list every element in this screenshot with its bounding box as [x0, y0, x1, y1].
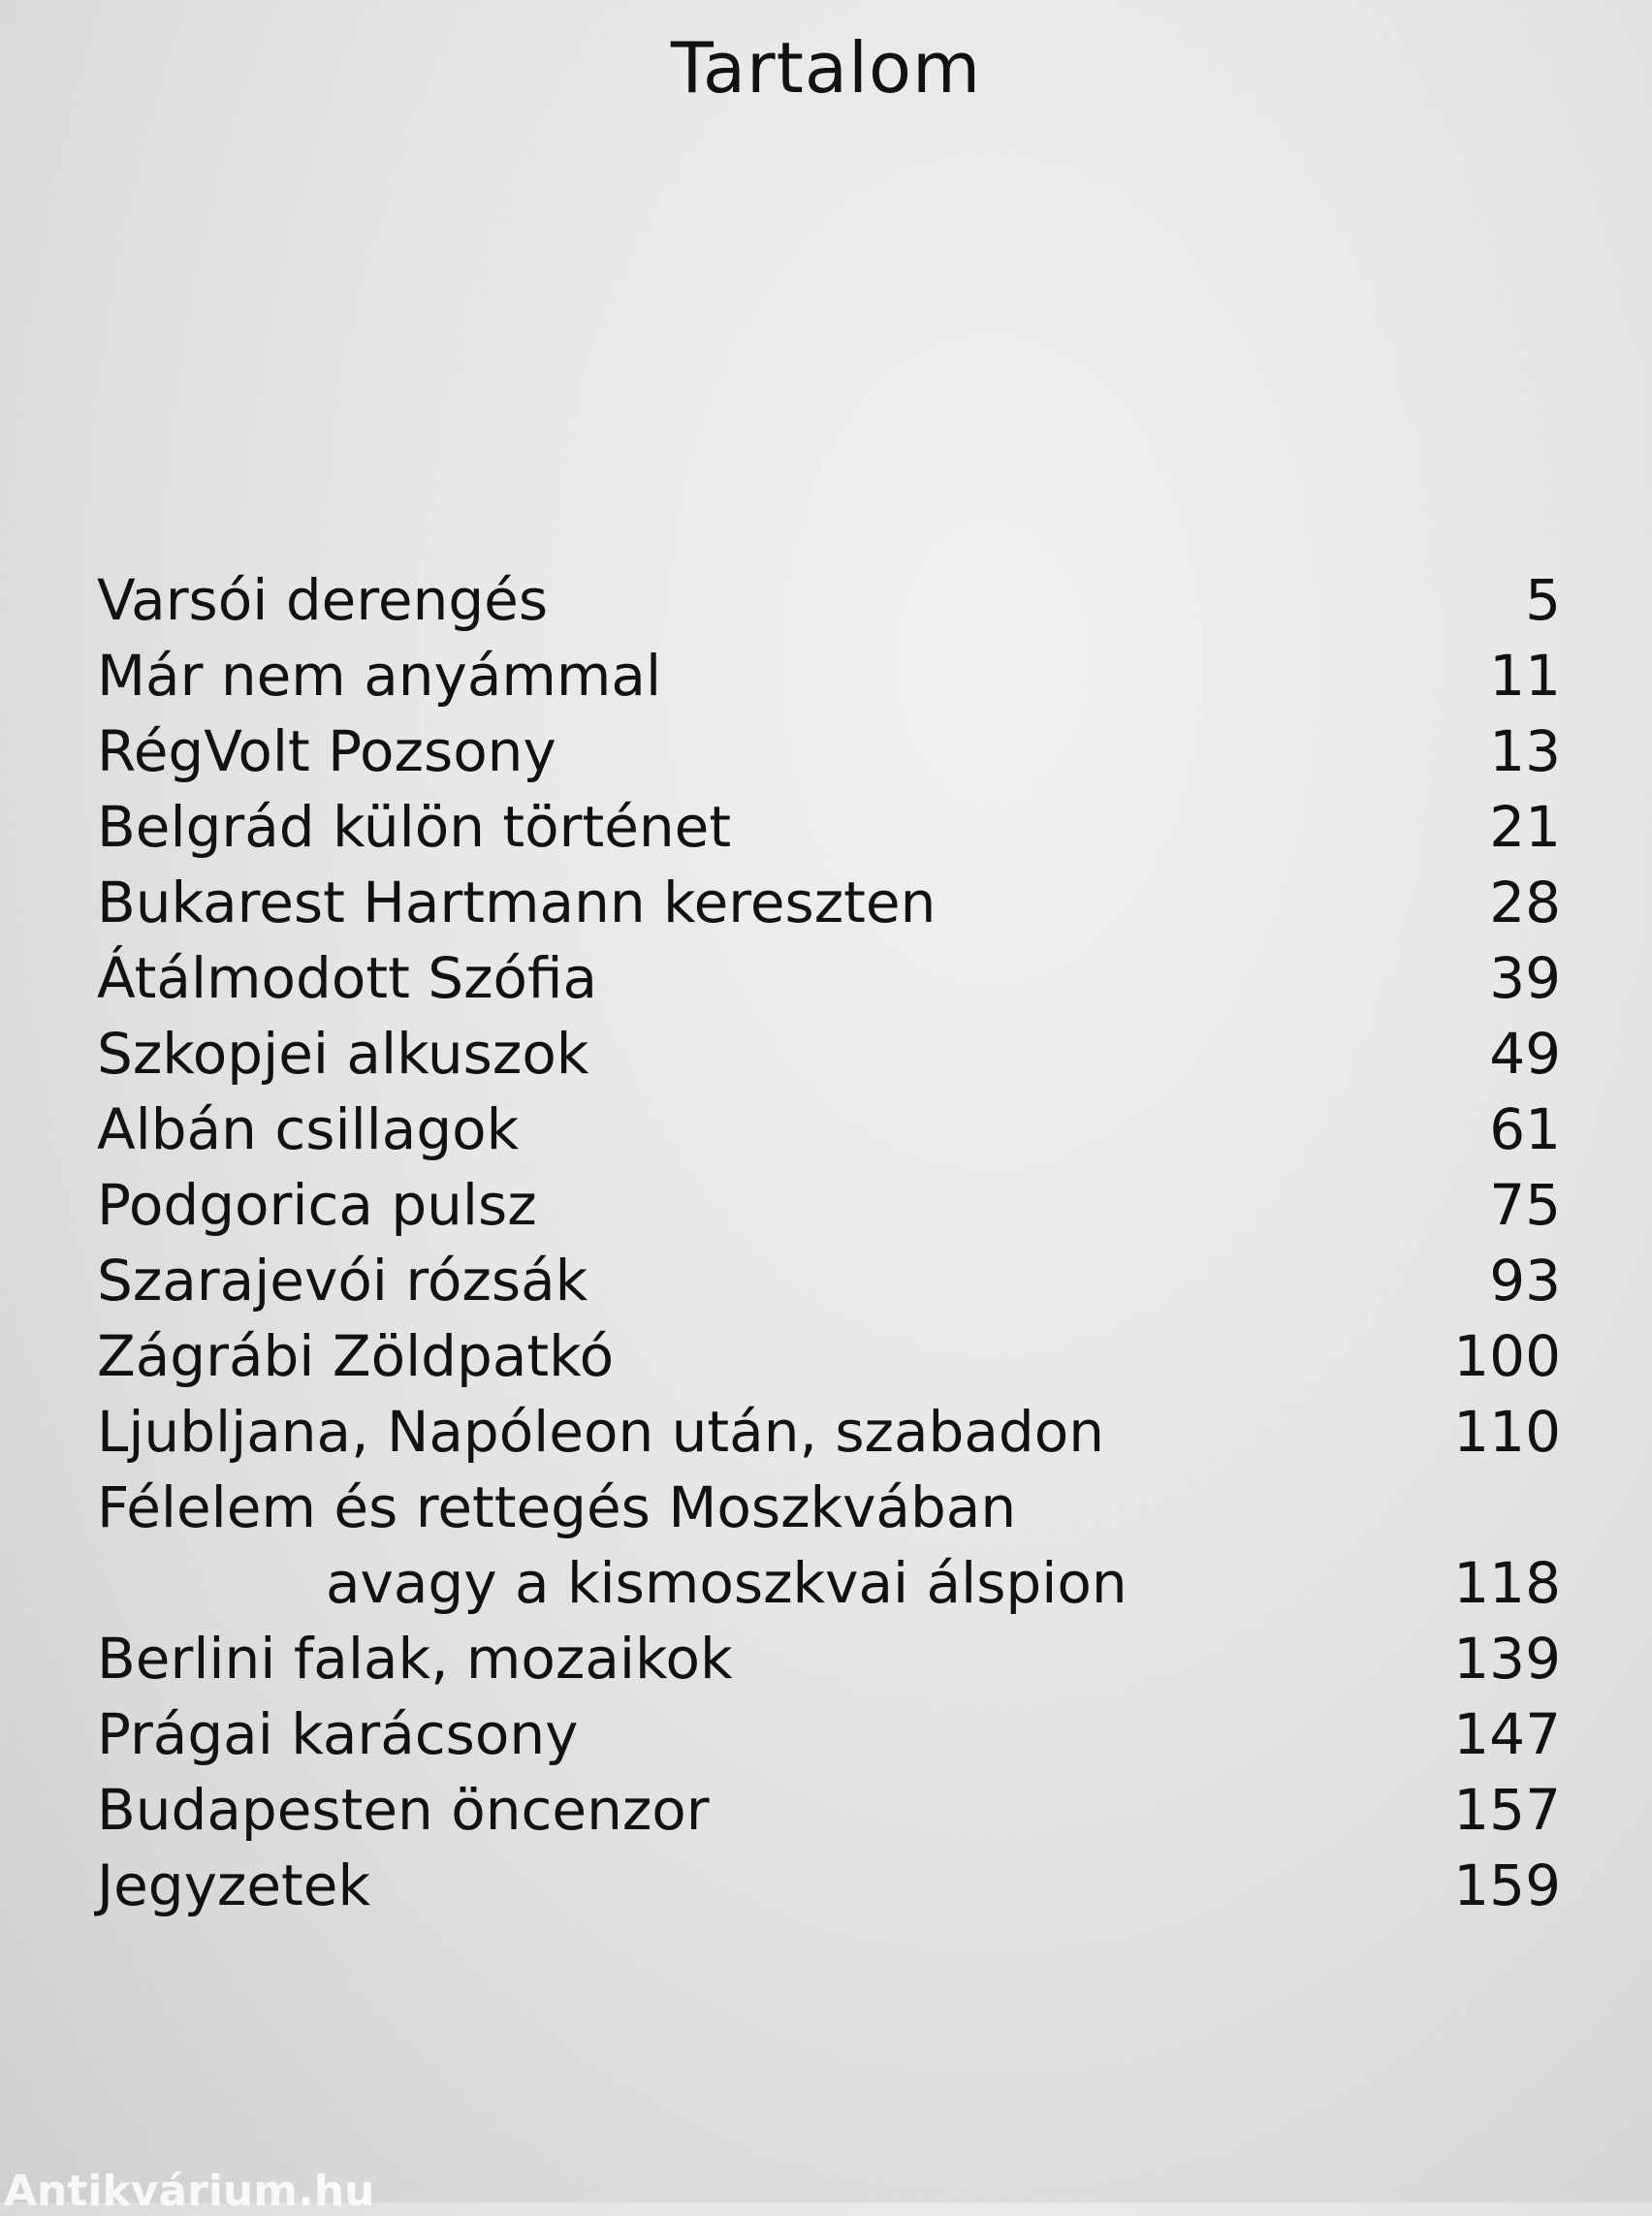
toc-entry-page: 75 [1489, 1172, 1561, 1238]
toc-entry-page: 61 [1489, 1096, 1561, 1162]
toc-entry-page: 39 [1489, 945, 1561, 1011]
toc-entry-page: 100 [1453, 1323, 1561, 1389]
toc-entry-page: 139 [1453, 1626, 1561, 1692]
toc-entry [97, 1470, 1561, 1621]
toc-entry-page: 93 [1489, 1248, 1561, 1314]
toc-entry-title: Félelem és rettegés Moszkvában [97, 1474, 1017, 1540]
toc-entry-page: 28 [1489, 870, 1561, 935]
toc-entry [97, 1848, 1561, 1923]
toc-entry-title: Varsói derengés [97, 567, 549, 633]
toc-entry-title: Prágai karácsony [97, 1701, 579, 1767]
toc-entry [97, 713, 1561, 789]
toc-entry-page: 21 [1489, 794, 1561, 860]
toc-entry [97, 1092, 1561, 1167]
toc-entry-title: Zágrábi Zöldpatkó [97, 1323, 615, 1389]
toc-entry-title: Jegyzetek [97, 1852, 371, 1918]
toc-entry-subtitle: avagy a kismoszkvai álspion [326, 1550, 1128, 1616]
toc-entry [97, 1243, 1561, 1318]
toc-entry-page: 159 [1453, 1852, 1561, 1918]
toc-entry [97, 1394, 1561, 1470]
toc-entry [97, 638, 1561, 713]
toc-entry-page: 147 [1453, 1701, 1561, 1767]
page-title: Tartalom [670, 27, 982, 109]
toc-entry-page: 118 [1453, 1550, 1561, 1616]
toc-entry [97, 865, 1561, 940]
toc-entry [97, 562, 1561, 638]
toc-entry [97, 1621, 1561, 1696]
toc-entry [97, 789, 1561, 865]
toc-entry-title: Ljubljana, Napóleon után, szabadon [97, 1399, 1104, 1465]
toc-entry-title-block [97, 1470, 1128, 1621]
toc-entry [97, 1016, 1561, 1092]
toc-entry [97, 940, 1561, 1016]
toc-entry-title: Berlini falak, mozaikok [97, 1626, 733, 1692]
toc-entry [97, 1772, 1561, 1848]
toc-entry-title: RégVolt Pozsony [97, 718, 556, 784]
toc-entry-page: 5 [1525, 567, 1561, 633]
toc-entry-page: 11 [1489, 643, 1561, 709]
watermark-logo: Antikvárium.hu [4, 2167, 375, 2216]
toc-entry-page: 157 [1453, 1777, 1561, 1843]
toc-entry-title: Szarajevói rózsák [97, 1248, 588, 1314]
toc-entry-page: 13 [1489, 718, 1561, 784]
toc-entry-title: Szkopjei alkuszok [97, 1021, 589, 1087]
toc-entry-title: Már nem anyámmal [97, 643, 662, 709]
toc-entry-title: Bukarest Hartmann kereszten [97, 870, 937, 935]
toc-entry-title: Albán csillagok [97, 1096, 520, 1162]
toc-entry-page: 110 [1453, 1399, 1561, 1465]
toc-entry-title: Belgrád külön történet [97, 794, 732, 860]
toc-entry [97, 1696, 1561, 1772]
toc-entry [97, 1167, 1561, 1243]
toc-entry-title: Podgorica pulsz [97, 1172, 537, 1238]
toc-entry [97, 1318, 1561, 1394]
toc-entry-title: Budapesten öncenzor [97, 1777, 710, 1843]
table-of-contents [97, 562, 1561, 1923]
toc-entry-title: Átálmodott Szófia [97, 945, 598, 1011]
toc-entry-page: 49 [1489, 1021, 1561, 1087]
